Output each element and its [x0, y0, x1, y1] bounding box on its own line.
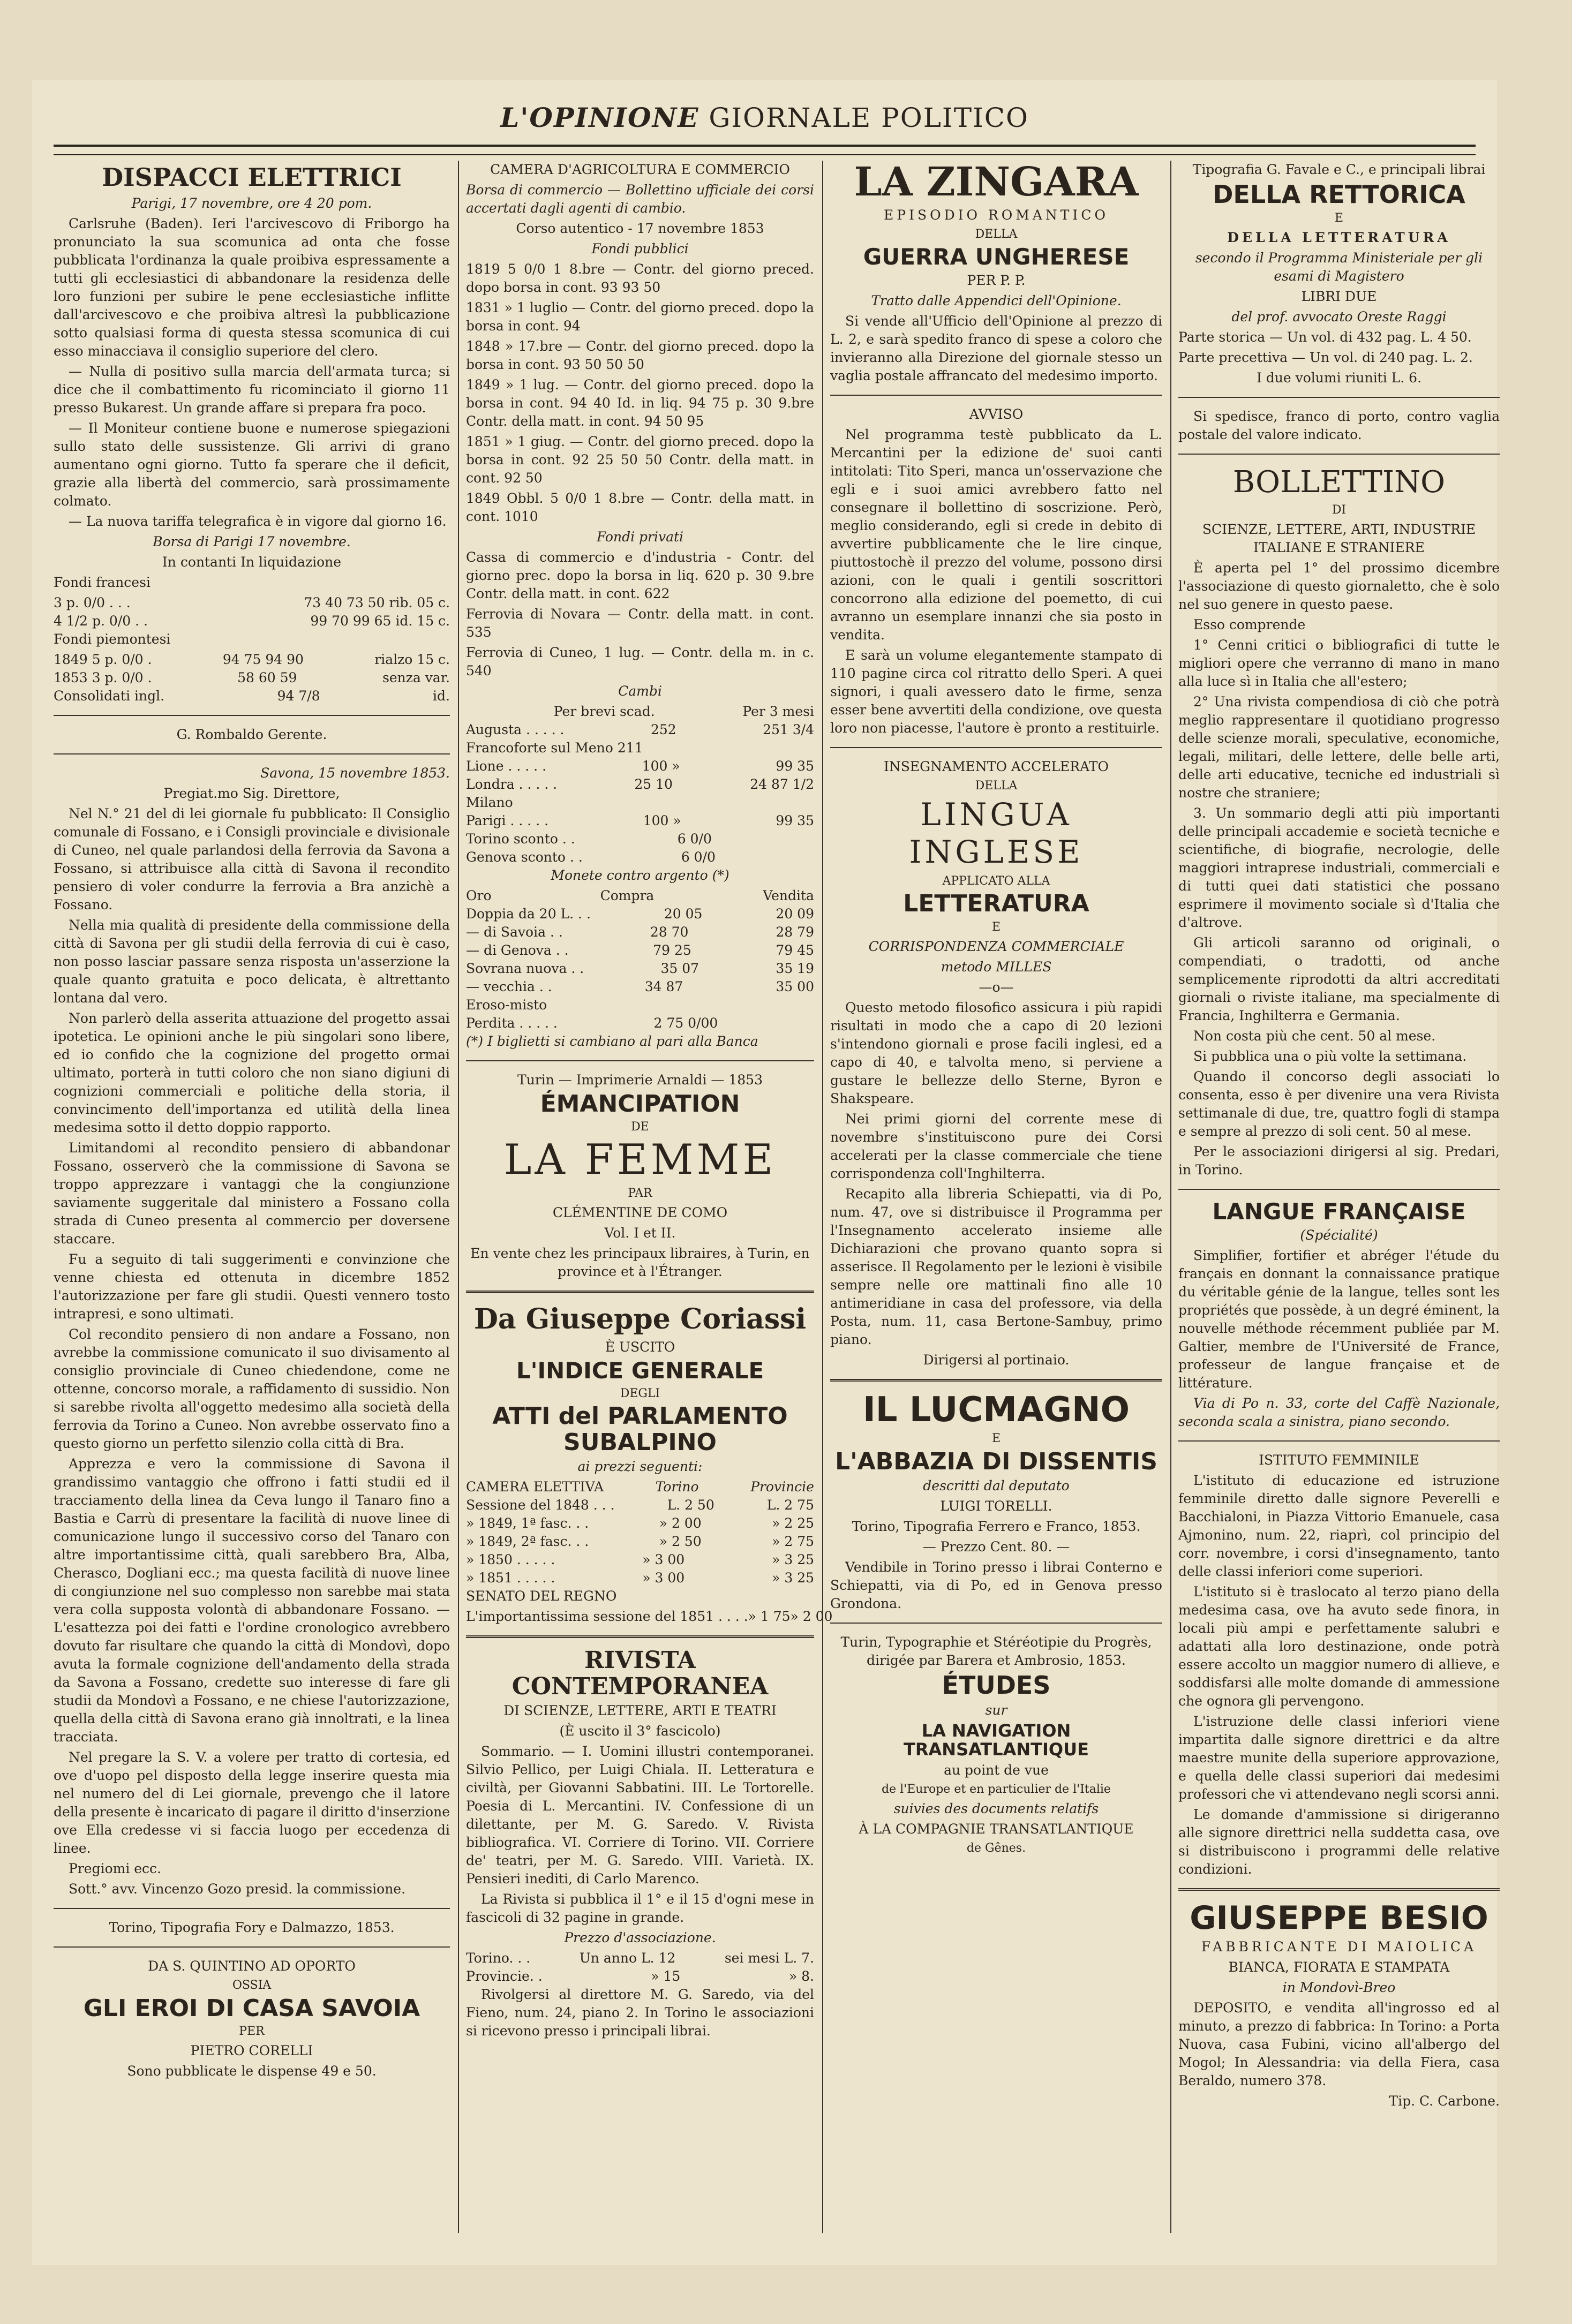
- table-row: Eroso-misto: [466, 997, 547, 1013]
- borsa-row: 4 1/2 p. 0/0 . . 99 70 99 65 id. 15 c.: [54, 613, 450, 629]
- masthead-rule: [54, 145, 1476, 155]
- newspaper-page: [32, 80, 1500, 2265]
- lingua-inglese-title: LINGUA INGLESE: [909, 796, 1084, 870]
- table-row: Perdita . . . . . 2 75 0/00: [466, 1015, 718, 1031]
- table-row: Milano: [466, 795, 513, 810]
- borsa-row: 1853 3 p. 0/0 . 58 60 59 senza var.: [54, 669, 450, 685]
- table-row: Doppia da 20 L. . . 20 05 20 09: [466, 906, 814, 922]
- column-divider: [822, 161, 823, 2233]
- atti-table: [466, 1496, 814, 1587]
- table-row: » 1849, 2ª fasc. . . » 2 50 » 2 75: [466, 1534, 814, 1550]
- table-row: Parigi . . . . . 100 » 99 35: [466, 813, 814, 828]
- table-row: Genova sconto . . 6 0/0: [466, 849, 716, 865]
- column-2: CAMERA D'AGRICOLTURA E COMMERCIO Borsa di commercio — Bollettino ufficiale dei corsi accertati dagli agenti di cambio. Corso autentico - 17 novembre 1853 Fondi pubblici 1819 5 0/0 1 8.bre — Contr. del giorno preced. dopo borsa in cont. 93 93 50 1831 » 1 luglio — Contr. del giorno preced. dopo la borsa in cont. 94 1848 » 17.bre — Contr. del giorno preced. dopo la borsa in cont. 93 50 50 50 1849 » 1 lug. — Contr. del giorno preced. dopo la borsa in cont. 94 40 Id. in liq. 94 75 p. 30 9.bre Contr. della matt. in cont. 94 50 95 1851 » 1 giug. — Contr. del giorno preced. dopo la borsa in cont. 92 25 50 50 Contr. della matt. in cont. 92 50 1849 Obbl. 5 0/0 1 8.bre — Contr. della matt. in cont. 1010 Fondi privati Cassa di commercio e d'industria - Contr. del giorno prec. dopo la borsa in liq. 620 p. 30 9.bre Contr. della matt. in cont. 622 Ferrovia di Novara — Contr. della matt. in cont. 535 Ferrovia di Cuneo, 1 lug. — Contr. della m. in c. 540 Cambi Per brevi scad. Per 3 mesi Augusta . . . . . 252 251 3/4 Francoforte sul Meno 211 Lione . . . . . 100 » 99 35 Londra . . . . . 25 10 24 87 1/2 Milano Parigi . . . . . 100 » 99 35 Torino sconto . . 6 0/0 Genova sconto . . 6 0/0 Monete contro argento (*) Oro Compra Vendita Doppia da 20 L. . . 20 05 20 09 — di Savoia . . 28 70 28 79 — di Genova . . 79 25 79 45 Sovrana nuova . . 35 07 35 19 — vecchia . . 34 87 35 00 Eroso-misto Perdita . . . . . 2 75 0/00 (*) I biglietti si cambiano al pari alla Banca Turin — Imprimerie Arnaldi — 1853 ÉMANCIPATION DE LA FEMME PAR CLÉMENTINE DE COMO Vol. I et II. En vente chez les principaux libraires, à Turin, en province et à l'Étranger. Da Giuseppe Coriassi È USCITO L'INDICE GENERALE DEGLI ATTI del PARLAMENTO SUBALPINO ai prezzi seguenti: CAMERA ELETTIVA Torino Provincie Sessione del 1848 . . . L. 2 50 L. 2 75 » 1849, 1ª fasc. . . » 2 00 » 2 25 » 1849, 2ª fasc. . . » 2 50 » 2 75 » 1850 . . . . . » 3 00 » 3 25 » 1851 . . . . . » 3 00 » 3 25 SENATO DEL REGNO L'importantissima sessione del 1851 . . . . » 1 75 » 2 00 RIVISTA CONTEMPORANEA DI SCIENZE, LETTERE, ARTI E TEATRI (È uscito il 3° fascicolo) Sommario. — I. Uomini illustri contemporanei. Silvio Pellico, per Luigi Chiala. II. Letteratura e civiltà, per Giovanni Sabbatini. III. Le Tortorelle. Poesia di L. Mercantini. IV. Confessione di un dilettante, per M. G. Saredo. V. Rivista bibliografica. VI. Corriere di Torino. VII. Corriere de' teatri, per M. G. Saredo. VIII. Varietà. IX. Pensieri inediti, di Carlo Marenco. La Rivista si pubblica il 1° e il 15 d'ogni mese in fascicoli di 32 pagine in grande. Prezzo d'associazione. Torino. . . Un anno L. 12 sei mesi L. 7. Provincie. . » 15 » 8. Rivolgersi al direttore M. G. Saredo, via del Fieno, num. 24, piano 2. In Torino le associazioni si ricevono presso i principali librai.: [466, 162, 833, 2039]
- table-row: — di Savoia . . 28 70 28 79: [466, 924, 814, 940]
- column-divider: [1170, 161, 1171, 2233]
- bollettino-title: BOLLETTINO: [1232, 464, 1446, 500]
- cambi-table: [466, 721, 814, 866]
- atti-title: ATTI del PARLAMENTO SUBALPINO: [492, 1402, 788, 1456]
- table-row: Sovrana nuova . . 35 07 35 19: [466, 961, 814, 976]
- besio-title: GIUSEPPE BESIO: [1190, 1899, 1488, 1937]
- dispacci-title: DISPACCI ELETTRICI: [102, 163, 402, 192]
- rettorica-title: DELLA RETTORICA: [1213, 180, 1465, 209]
- table-row: Lione . . . . . 100 » 99 35: [466, 758, 814, 774]
- column-4: Tipografia G. Favale e C., e principali librai DELLA RETTORICA E DELLA LETTERATURA secondo il Programma Ministeriale per gli esami di Magistero LIBRI DUE del prof. avvocato Oreste Raggi Parte storica — Un vol. di 432 pag. L. 4 50. Parte precettiva — Un vol. di 240 pag. L. 2. I due volumi riuniti L. 6. Si spedisce, franco di porto, contro vaglia postale del valore indicato. BOLLETTINO DI SCIENZE, LETTERE, ARTI, INDUSTRIE ITALIANE E STRANIERE È aperta pel 1° del prossimo dicembre l'associazione di questo giornaletto, che è solo nel suo genere in questo paese. Esso comprende 1° Cenni critici o bibliografici di tutte le migliori opere che verranno di mano in mano alla luce sì in Italia che all'estero; 2° Una rivista compendiosa di ciò che potrà meglio rappresentare il quotidiano progresso delle scienze morali, speculative, economiche, legali, militari, delle lettere, delle belle arti, delle arti educative, tecniche ed industriali sì nostre che straniere; 3. Un sommario degli atti più importanti delle principali accademie e società tecniche e scientifiche, di biografie, necrologie, delle maggiori intraprese industriali, commerciali e di tutti quei dati statistici che possano esprimere il movimento sociale sì d'Italia che d'altrove. Gli articoli saranno od originali, o compendiati, o tradotti, od anche semplicemente riprodotti da altri accreditati giornali o riviste italiane, ma specialmente di Francia, Inghilterra e Germania. Non costa più che cent. 50 al mese. Si pubblica una o più volte la settimana. Quando il concorso degli associati lo consenta, esso è per divenire una vera Rivista settimanale di due, tre, quattro fogli di stampa e sempre al prezzo di soli cent. 50 al mese. Per le associazioni dirigersi al sig. Predari, in Torino. LANGUE FRANÇAISE (Spécialité) Simplifier, fortifier et abréger l'étude du français en donnant la connaissance pratique du véritable génie de la langue, telles sont les propriétés que possède, à un degré éminent, la nouvelle méthode récemment publiée par M. Galtier, membre de l'Université de France, professeur de langue française et de littérature. Via di Po n. 33, corte del Caffè Nazionale, seconda scala a sinistra, piano secondo. ISTITUTO FEMMINILE L'istituto di educazione ed istruzione femminile diretto dalle signore Peverelli e Bacchialoni, in Piazza Vittorio Emanuele, casa Ajmonino, num. 22, riaprì, col principio del corr. novembre, i corsi d'insegnamento, tanto delle classi inferiori come superiori. L'istituto si è traslocato al terzo piano della medesima casa, ove ha avuto sede finora, in locali più ampi e perfettamente salubri e adattati alla loro destinazione, onde potrà essere accolto un maggior numero di allieve, e soddisfarsi alle molte domande di ammessione che ognora gli pervengono. L'istruzione delle classi inferiori viene impartita dalle signore direttrici e da altre maestre munite della superiore approvazione, e quella delle classi superiori dai medesimi professori che vi attendevano negli scorsi anni. Le domande d'ammissione si dirigeranno alle signore direttrici nella suddetta casa, ove si distribuiscono i programmi delle relative condizioni. GIUSEPPE BESIO FABBRICANTE DI MAIOLICA BIANCA, FIORATA E STAMPATA in Mondovì-Breo DEPOSITO, e vendita all'ingrosso ed al minuto, a prezzo di fabbrica: In Torino: a Porta Nuova, casa Fubini, vicino all'albergo del Mogol; In Alessandria: via della Fiera, casa Beraldo, numero 378. Tip. C. Carbone.: [1178, 162, 1500, 2109]
- borsa-row: 3 p. 0/0 . . . 73 40 73 50 rib. 05 c.: [54, 594, 450, 610]
- eroi-title: GLI EROI DI CASA SAVOIA: [83, 1994, 420, 2022]
- column-divider: [458, 161, 459, 2233]
- coriassi-title: Da Giuseppe Coriassi: [473, 1303, 807, 1335]
- column-3: LA ZINGARA EPISODIO ROMANTICO DELLA GUERRA UNGHERESE PER P. P. Tratto dalle Appendici dell'Opinione. Si vende all'Ufficio dell'Opinione al prezzo di L. 2, e sarà spedito franco di spese a coloro che invieranno alla Direzione del giornale stesso un vaglia postale affrancato del medesimo importo. AVVISO Nel programma testè pubblicato da L. Mercantini per la edizione de' suoi canti intitolati: Tito Speri, manca un'osservazione che egli e i suoi amici avrebbero fatto nel consegnare il bollettino di soscrizione. Però, meglio considerando, egli si crede in debito di avvertire pubblicamente che le lire cinque, piuttostochè il prezzo del volume, possono dirsi azioni, con le quali i gentili soscrittori concorrono alla edizione del poemetto, di cui avranno un esemplare innanzi che sia posto in vendita. E sarà un volume elegantemente stampato di 110 pagine circa col ritratto dello Speri. A quei signori, i quali avessero dato le firme, senza esser bene avvertiti della condizione, ove questa loro non piacesse, l'autore è pronto a restituirle. INSEGNAMENTO ACCELERATO DELLA LINGUA INGLESE APPLICATO ALLA LETTERATURA E CORRISPONDENZA COMMERCIALE metodo MILLES —o— Questo metodo filosofico assicura i più rapidi risultati in modo che a capo di 20 lezioni s'intendono giornali e prose facili inglesi, ed a capo di 40, e talvolta meno, si perviene a gustare le bellezze dello Sterne, Byron e Shakspeare. Nei primi giorni del corrente mese di novembre s'instituiscono pure dei Corsi accelerati per la classe commerciale che tiene corrispondenza coll'Inghilterra. Recapito alla libreria Schiepatti, via di Po, num. 47, ove si distribuisce il Programma per l'Insegnamento accelerato insieme alle Dichiarazioni che provano quanto sopra si asserisce. Il Regolamento per le lezioni è visibile sempre nelle ore mattinali fino alle 10 antimeridiane in casa del professore, via della Posta, num. 11, casa Bertone-Sambuy, primo piano. Dirigersi al portinaio. IL LUCMAGNO E L'ABBAZIA DI DISSENTIS descritti dal deputato LUIGI TORELLI. Torino, Tipografia Ferrero e Franco, 1853. — Prezzo Cent. 80. — Vendibile in Torino presso i librai Conterno e Schiepatti, via di Po, ed in Genova presso Grondona. Turin, Typographie et Stéréotipie du Progrès, dirigée par Barera et Ambrosio, 1853. ÉTUDES sur LA NAVIGATION TRANSATLANTIQUE au point de vue de l'Europe et en particulier de l'Italie suivies des documents relatifs À LA COMPAGNIE TRANSATLANTIQUE de Gênes.: [830, 159, 1162, 1855]
- table-row: » 1849, 1ª fasc. . . » 2 00 » 2 25: [466, 1515, 814, 1531]
- table-row: » 1851 . . . . . » 3 00 » 3 25: [466, 1570, 814, 1586]
- table-row: Augusta . . . . . 252 251 3/4: [466, 722, 814, 737]
- rivista-title: RIVISTA CONTEMPORANEA: [512, 1647, 769, 1700]
- table-row: Francoforte sul Meno 211: [466, 740, 643, 756]
- la-femme-title: LA FEMME: [503, 1136, 777, 1184]
- lucmagno-title: IL LUCMAGNO: [862, 1390, 1130, 1430]
- table-row: Londra . . . . . 25 10 24 87 1/2: [466, 776, 814, 792]
- borsa-row: 1849 5 p. 0/0 . 94 75 94 90 rialzo 15 c.: [54, 651, 450, 667]
- borsa-row: Consolidati ingl. 94 7/8 id.: [54, 688, 450, 704]
- column-1: DISPACCI ELETTRICI Parigi, 17 novembre, ore 4 20 pom. Carlsruhe (Baden). Ieri l'arcivescovo di Friborgo ha pronunciato la sua scomunica ad onta che fosse pubblicata l'ordinanza la quale proibiva espressamente a tutti gli ecclesiastici di abbandonare la residenza delle loro funzioni per subire le pene ecclesiastiche inflitte dall'arcivescovo e che proibiva altresì la pubblicazione sotto qualsiasi forma di questa stessa scomunica di cui esso minacciava il consiglio superiore del clero. — Nulla di positivo sulla marcia dell'armata turca; si dice che il combattimento fu ricominciato il giorno 11 presso Bukarest. Un grande affare si prepara fra poco. — Il Moniteur contiene buone e numerose spiegazioni sullo stato delle sussistenze. Gli arrivi di grano aumentano ogni giorno. Tutto fa sperare che il deficit, grazie alla libertà del commercio, sarà prossimamente colmato. — La nuova tariffa telegrafica è in vigore dal giorno 16. Borsa di Parigi 17 novembre. In contanti In liquidazione Fondi francesi 3 p. 0/0 . . . 73 40 73 50 rib. 05 c. 4 1/2 p. 0/0 . . 99 70 99 65 id. 15 c. Fondi piemontesi 1849 5 p. 0/0 . 94 75 94 90 rialzo 15 c. 1853 3 p. 0/0 . 58 60 59 senza var. Consolidati ingl. 94 7/8 id. G. Rombaldo Gerente. Savona, 15 novembre 1853. Pregiat.mo Sig. Direttore, Nel N.° 21 del di lei giornale fu pubblicato: Il Consiglio comunale di Fossano, e i Consigli provinciale e divisionale di Cuneo, nel quale parlandosi della ferrovia da Savona a Fossano, si attribuisce alla città di Savona il recondito pensiero di voler condurre la ferrovia a Bra anzichè a Fossano. Nella mia qualità di presidente della commissione della città di Savona per gli studii della ferrovia di cui è caso, non posso lasciar passare senza risposta un'asserzione la quale quanto gratuita e poco delicata, è altrettanto lontana dal vero. Non parlerò della asserita attuazione del progetto assai ipotetica. Le opinioni anche le più singolari sono libere, ed io confido che la cognizione del progetto ormai ultimato, porterà in tutti coloro che non siano digiuni di cognizioni commerciali e politiche della storia, il convincimento dell'importanza ed utilità della linea medesima sotto il detto doppio rapporto. Limitandomi al recondito pensiero di abbandonar Fossano, osserverò che la commissione di Savona se troppo apprezzare i vantaggi che la congiunzione saviamente suggeritale dal ministero a Fossano colla strada di Cuneo presenta al commercio per doversene staccare. Fu a seguito di tali suggerimenti e convinzione che venne chiesta ed ottenuta in dicembre 1852 l'autorizzazione per fare gli studii. Questi vennero tosto intrapresi, e sono ultimati. Col recondito pensiero di non andare a Fossano, non avrebbe la commissione comunicato il suo divisamento al consiglio provinciale di Cuneo chiedendone, come ne ottenne, concorso morale, a raffidamento di sussidio. Non si sarebbe rivolta all'oggetto medesimo alla società della ferrovia da Torino a Cuneo. Non avrebbe osservato fino a questo giorno un perfetto silenzio colla città di Bra. Apprezza e vero la commissione di Savona il grandissimo vantaggio che offrono i fatti studii ed il tracciamento della linea da Ceva lungo il Tanaro fino a Bastia e Carrù di presentare la facilità di nuove linee di comunicazione lungo il successivo corso del Tanaro con altre importantissime città, quali sarebbero Bra, Alba, Cherasco, Dogliani ecc.; ma questa facilità di nuove linee di congiunzione nel suo complesso non sarebbe mai stata vera colla supposta volontà di abbandonare Fossano. — L'esattezza poi dei fatti e l'ordine cronologico avrebbero dovuto far risultare che quando la città di Mondovì, dopo avuta la formale cognizione dell'andamento della strada da Savona a Fossano, credette suo interesse di fare gli studii da Mondovì a Fossano, e ne chiese l'autorizzazione, quella della città di Savona erano già innoltrati, e la linea tracciata. Nel pregare la S. V. a volere per tratto di cortesia, ed ove d'uopo pel disposto della legge inserire questa mia nel numero del di Lei giornale, prevengo che il latore della presente è incaricato di pagare il diritto d'inserzione ove Ella credesse vi si faccia luogo per eccedenza di linee. Pregiomi ecc. Sott.° avv. Vincenzo Gozo presid. la commissione. Torino, Tipografia Fory e Dalmazzo, 1853. DA S. QUINTINO AD OPORTO OSSIA GLI EROI DI CASA SAVOIA PER PIETRO CORELLI Sono pubblicate le dispense 49 e 50.: [54, 163, 450, 2079]
- table-row: — vecchia . . 34 87 35 00: [466, 979, 814, 994]
- table-row: Sessione del 1848 . . . L. 2 50 L. 2 75: [466, 1497, 814, 1513]
- table-row: — di Genova . . 79 25 79 45: [466, 942, 814, 958]
- monete-table: [466, 905, 814, 1032]
- etudes-title: ÉTUDES: [942, 1671, 1051, 1700]
- zingara-title: LA ZINGARA: [854, 159, 1139, 205]
- masthead: L'OPINIONE GIORNALE POLITICO: [500, 102, 1029, 133]
- table-row: » 1850 . . . . . » 3 00 » 3 25: [466, 1552, 814, 1568]
- langue-title: LANGUE FRANÇAISE: [1212, 1198, 1466, 1225]
- table-row: Torino sconto . . 6 0/0: [466, 831, 712, 847]
- emancipation-title: ÉMANCIPATION: [540, 1090, 740, 1118]
